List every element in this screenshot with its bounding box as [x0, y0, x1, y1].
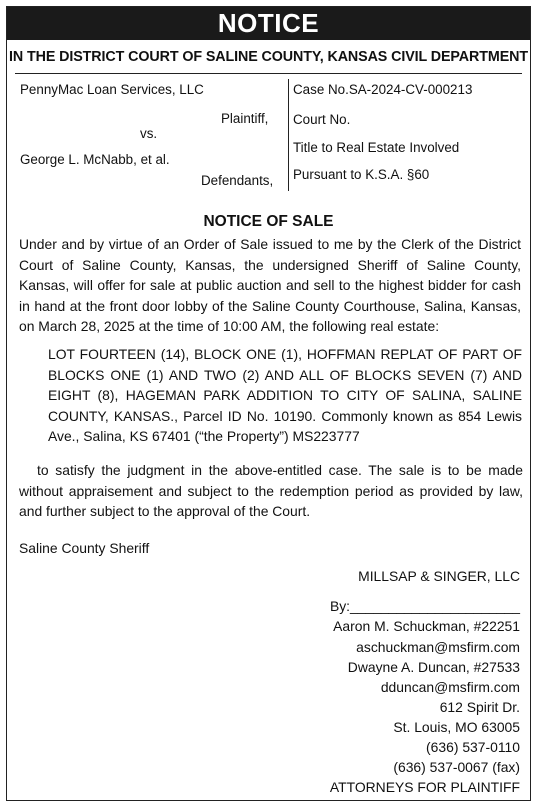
attorney-1-email: aschuckman@msfirm.com: [356, 639, 520, 655]
defendant-name: George L. McNabb, et al.: [20, 152, 170, 167]
intro-paragraph: Under and by virtue of an Order of Sale issued to me by the Clerk of the District Court of Saline County, Kansas, the undersigned Sheriff of Saline County, Kansas, will offer for sale at public auction and sell to the highest bidder for cash in hand at the front door lobby of the Saline County Courthouse, Salina, Kansas, on March 28, 2025 at the time of 10:00 AM, the following real estate:: [19, 236, 521, 335]
versus-label: vs.: [140, 126, 158, 141]
statute-line: Pursuant to K.S.A. §60: [293, 167, 430, 182]
attorney-1: Aaron M. Schuckman, #22251: [333, 618, 520, 634]
attorney-role: ATTORNEYS FOR PLAINTIFF: [329, 779, 520, 795]
caption-divider: [288, 79, 289, 191]
defendant-role: Defendants,: [201, 173, 274, 188]
law-firm: MILLSAP & SINGER, LLC: [358, 568, 520, 584]
notice-frame: [6, 6, 531, 801]
divider: [15, 73, 522, 74]
court-number: Court No.: [293, 112, 351, 127]
phone: (636) 537-0110: [426, 739, 520, 755]
plaintiff-role: Plaintiff,: [221, 111, 269, 126]
street-address: 612 Spirit Dr.: [439, 699, 520, 715]
plaintiff-name: PennyMac Loan Services, LLC: [20, 82, 204, 97]
attorney-2-email: dduncan@msfirm.com: [380, 679, 520, 695]
notice-of-sale-heading: NOTICE OF SALE: [203, 213, 334, 230]
legal-description: LOT FOURTEEN (14), BLOCK ONE (1), HOFFMAN REPLAT OF PART OF BLOCKS ONE (1) AND TWO (2) AND ALL OF BLOCKS SEVEN (7) AND EIGHT (8), HAGEMAN PARK ADDITION TO CITY OF SALINA, SALINE COUNTY, KANSAS., Parcel ID No. 10190. Commonly known as 854 Lewis Ave., Salina, KS 67401 (“the Property”) MS223777: [48, 346, 522, 445]
court-heading: IN THE DISTRICT COURT OF SALINE COUNTY, KANSAS CIVIL DEPARTMENT: [9, 49, 528, 65]
case-number: Case No.SA-2024-CV-000213: [293, 82, 473, 97]
satisfy-paragraph: to satisfy the judgment in the above-entitled case. The sale is to be made without appraisement and subject to the redemption period as provided by law, and further subject to the approval of the Court.: [19, 462, 523, 520]
title-line: Title to Real Estate Involved: [293, 140, 460, 155]
city-address: St. Louis, MO 63005: [393, 719, 520, 735]
sheriff-signature: Saline County Sheriff: [19, 540, 150, 556]
attorney-2: Dwayne A. Duncan, #27533: [347, 659, 520, 675]
notice-banner: NOTICE: [7, 7, 530, 40]
signature-line: By:______________________: [329, 598, 520, 614]
fax: (636) 537-0067 (fax): [393, 759, 520, 775]
